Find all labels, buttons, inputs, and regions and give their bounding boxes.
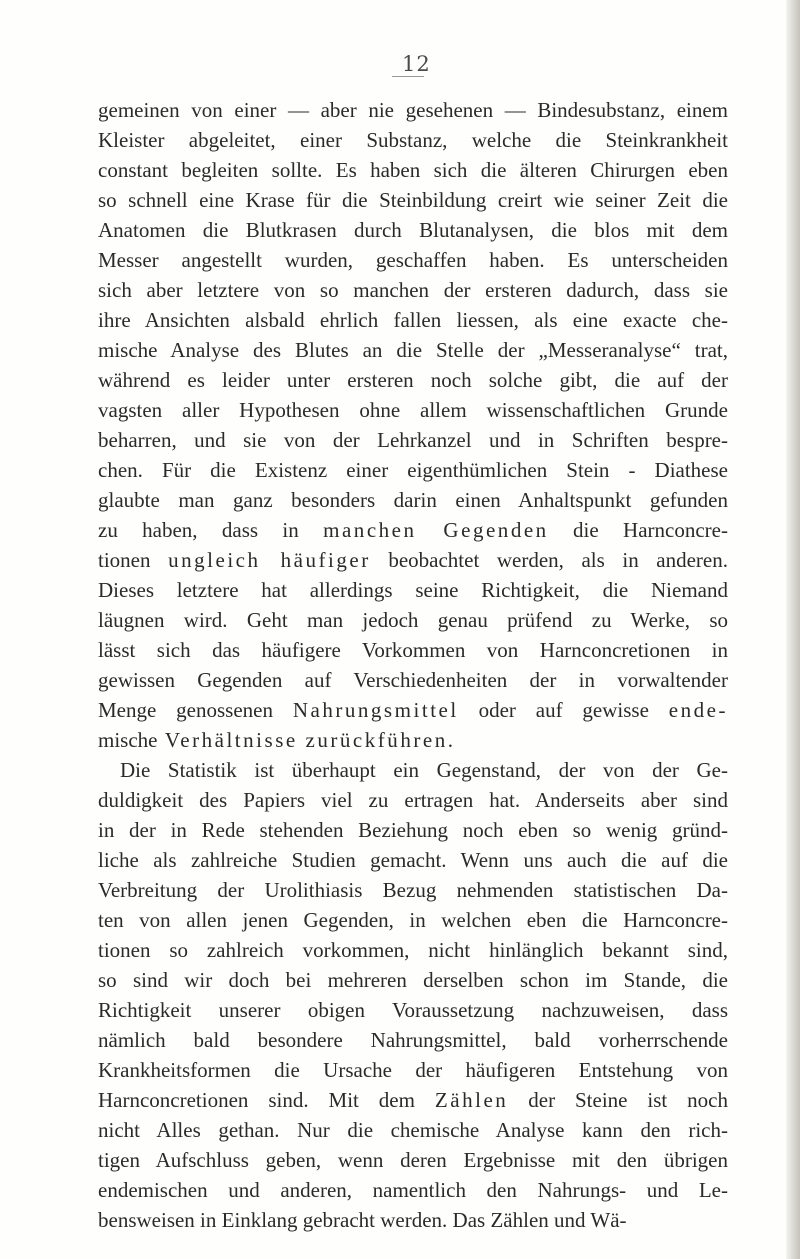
page-number-rule (392, 76, 424, 77)
text-line (98, 725, 728, 755)
text-segment: oder auf gewisse (458, 698, 669, 722)
text-segment: Kleister abgeleitet, einer Substanz, welche die Steinkrankheit (98, 128, 728, 152)
text-segment: Richtigkeit unserer obigen Voraussetzung nachzuweisen, dass (98, 998, 728, 1022)
text-line (98, 575, 728, 605)
emphasized-text: manchen Gegenden (323, 518, 549, 542)
text-segment: ten von allen jenen Gegenden, in welchen eben die Harnconcre- (98, 908, 728, 932)
text-segment: in der in Rede stehenden Beziehung noch eben so wenig gründ- (98, 818, 728, 842)
text-line (98, 185, 728, 215)
body-text (98, 95, 728, 1235)
text-line (98, 1115, 728, 1145)
text-line (98, 1205, 728, 1235)
text-segment: läugnen wird. Geht man jedoch genau prüfend zu Werke, so (98, 608, 728, 632)
text-segment: sich aber letztere von so manchen der ersteren dadurch, dass sie (98, 278, 728, 302)
text-segment: Die Statistik ist überhaupt ein Gegenstand, der von der Ge- (120, 758, 728, 782)
text-segment: Verbreitung der Urolithiasis Bezug nehmenden statistischen Da- (98, 878, 728, 902)
text-line (98, 275, 728, 305)
text-line (98, 815, 728, 845)
text-line (98, 245, 728, 275)
text-segment: tionen so zahlreich vorkommen, nicht hinlänglich bekannt sind, (98, 938, 728, 962)
text-segment: bensweisen in Einklang gebracht werden. Das Zählen und Wä- (98, 1208, 627, 1232)
text-segment: der Steine ist noch (508, 1088, 728, 1112)
text-segment: Krankheitsformen die Ursache der häufigeren Entstehung von (98, 1058, 728, 1082)
text-line (98, 485, 728, 515)
text-segment: lässt sich das häufigere Vorkommen von Harnconcretionen in (98, 638, 728, 662)
text-line (98, 335, 728, 365)
text-segment: tigen Aufschluss geben, wenn deren Ergebnisse mit den übrigen (98, 1148, 728, 1172)
text-line (98, 785, 728, 815)
text-segment: vagsten aller Hypothesen ohne allem wissenschaftlichen Grunde (98, 398, 728, 422)
text-segment: liche als zahlreiche Studien gemacht. Wenn uns auch die auf die (98, 848, 728, 872)
text-line (98, 455, 728, 485)
text-line (98, 605, 728, 635)
text-segment: mische (98, 728, 158, 752)
text-segment: nämlich bald besondere Nahrungsmittel, bald vorherrschende (98, 1028, 728, 1052)
text-line (98, 515, 728, 545)
text-segment: gewissen Gegenden auf Verschiedenheiten der in vorwaltender (98, 668, 728, 692)
text-segment: constant begleiten sollte. Es haben sich die älteren Chirurgen eben (98, 158, 728, 182)
text-segment: Anatomen die Blutkrasen durch Blutanalysen, die blos mit dem (98, 218, 728, 242)
page-number: 12 (402, 52, 431, 76)
emphasized-text: ende- (668, 698, 728, 722)
text-segment: so sind wir doch bei mehreren derselben schon im Stande, die (98, 968, 728, 992)
text-segment: tionen (98, 548, 169, 572)
text-line (98, 1025, 728, 1055)
text-line (98, 95, 728, 125)
text-line (98, 1145, 728, 1175)
text-line (98, 695, 728, 725)
text-segment: chen. Für die Existenz einer eigenthümlichen Stein - Diathese (98, 458, 728, 482)
text-line (98, 635, 728, 665)
text-line (98, 965, 728, 995)
text-line (98, 425, 728, 455)
text-segment: beharren, und sie von der Lehrkanzel und in Schriften bespre- (98, 428, 728, 452)
text-segment: zu haben, dass in (98, 518, 324, 542)
text-segment: ihre Ansichten alsbald ehrlich fallen liessen, als eine exacte che- (98, 308, 728, 332)
text-segment: endemischen und anderen, namentlich den Nahrungs- und Le- (98, 1178, 728, 1202)
text-line (98, 155, 728, 185)
text-line (98, 125, 728, 155)
text-segment: beobachtet werden, als in anderen. (370, 548, 728, 572)
text-line (98, 1085, 728, 1115)
text-segment: gemeinen von einer — aber nie gesehenen — Bindesubstanz, einem (98, 98, 728, 122)
text-segment: Messer angestellt wurden, geschaffen haben. Es unterscheiden (98, 248, 728, 272)
text-line (98, 395, 728, 425)
text-line (98, 215, 728, 245)
text-segment: so schnell eine Krase für die Steinbildung creirt wie seiner Zeit die (98, 188, 728, 212)
text-line (98, 755, 728, 785)
emphasized-text: Zählen (434, 1088, 509, 1112)
text-segment: nicht Alles gethan. Nur die chemische Analyse kann den rich- (98, 1118, 728, 1142)
text-segment: die Harnconcre- (548, 518, 728, 542)
text-line (98, 305, 728, 335)
page-edge-shadow (786, 0, 800, 1259)
text-segment: mische Analyse des Blutes an die Stelle der „Messeranalyse“ trat, (98, 338, 728, 362)
text-line (98, 905, 728, 935)
emphasized-text: Verhältnisse zurückführen. (157, 728, 456, 752)
text-line (98, 545, 728, 575)
emphasized-text: ungleich häufiger (168, 548, 371, 572)
text-line (98, 365, 728, 395)
text-segment: während es leider unter ersteren noch solche gibt, die auf der (98, 368, 728, 392)
text-line (98, 845, 728, 875)
text-segment: glaubte man ganz besonders darin einen Anhaltspunkt gefunden (98, 488, 728, 512)
text-line (98, 665, 728, 695)
text-line (98, 995, 728, 1025)
text-segment: duldigkeit des Papiers viel zu ertragen hat. Anderseits aber sind (98, 788, 728, 812)
emphasized-text: Nahrungsmittel (292, 698, 459, 722)
text-line (98, 935, 728, 965)
text-segment: Dieses letztere hat allerdings seine Richtigkeit, die Niemand (98, 578, 728, 602)
text-line (98, 1055, 728, 1085)
text-line (98, 1175, 728, 1205)
text-segment: Harnconcretionen sind. Mit dem (98, 1088, 435, 1112)
text-segment: Menge genossenen (98, 698, 293, 722)
text-line (98, 875, 728, 905)
